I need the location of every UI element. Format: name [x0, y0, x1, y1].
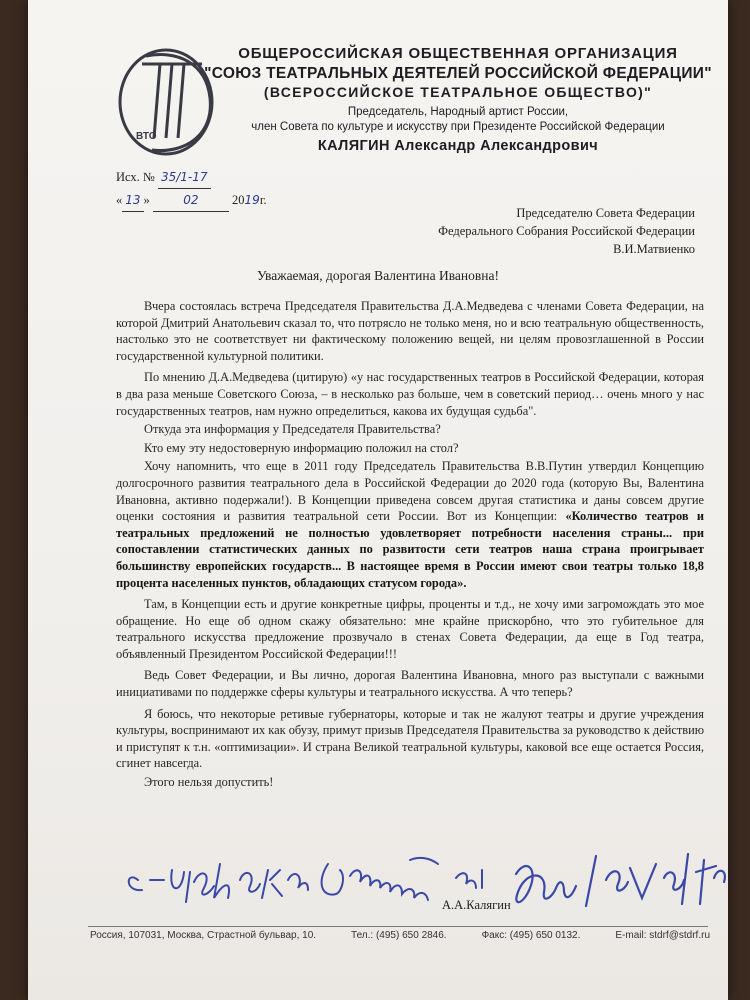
paragraph: Там, в Концепции есть и другие конкретные цифры, проценты и т.д., не хочу ими загромождать это мое обращение. Но еще об одном скажу обязательно: мне крайне прискорбно, что это губительное для театрального искусства предложение прозвучало в стенах Совета Федерации, да еще в Год театра, объявленный Президентом Российской Федерации!!! [116, 597, 704, 661]
paragraph: Ведь Совет Федерации, и Вы лично, дорогая Валентина Ивановна, много раз выступали с важными инициативами по поддержке сферы культуры и театрального искусства. А что теперь? [116, 668, 704, 700]
paragraph: Кто ему эту недостоверную информацию положил на стол? [144, 440, 459, 455]
paragraph: Я боюсь, что некоторые ретивые губернаторы, которые и так не жалуют театры и другие учреждения культуры, воспринимают их как обузу, примут призыв Председателя Правительства за руководство к действию и приступят к т.н. «оптимизации». И страна Великой театральной культуры, каковой все еще остается Россия, сгинет навсегда. [116, 706, 704, 771]
org-title-line3: (ВСЕРОССИЙСКОЕ ТЕАТРАЛЬНОЕ ОБЩЕСТВО)" [263, 84, 653, 100]
signature [496, 850, 728, 920]
outgoing-label: Исх. № [116, 170, 155, 184]
outgoing-number: 35/1-17 [158, 166, 211, 189]
paragraph: Хочу напомнить, что еще в 2011 году Председатель Правительства В.В.Путин утвердил Концепцию долгосрочного развития театрального дела в Российской Федерации до 2020 года (которую Вы, Валентина Ивановна, активно подержали!). В Концепции приведена совсем другая статистика и даны совсем другие оценки состояния и развития театральной сети России. Вот из Концепции: «Количество театров и театральных предложений не полностью удовлетворяет потребности населения страны... при сопоставлении статистических данных по развитости сети театров наша страна проигрывает большинству европейских государств... В настоящее время в России имеют свои театры только 18,8 процента населенных пунктов, обладающих статусом города». [116, 459, 705, 590]
footer-phone: Тел.: (495) 650 2846. [351, 930, 447, 941]
paragraph: Откуда эта информация у Председателя Правительства? [144, 422, 441, 437]
footer-email: E-mail: stdrf@stdrf.ru [615, 930, 710, 941]
concept-quote: «Количество театров и театральных предложений не полностью удовлетворяет потребности населения страны... при сопоставлении статистических данных по развитости сети театров наша страна проигрывает большинству европейских государств... В настоящее время в России имеют свои театры только 18,8 процента населенных пунктов, обладающих статусом города». [116, 509, 705, 590]
svg-text:ВТО: ВТО [136, 131, 157, 142]
letterhead [198, 44, 718, 157]
registration-block: Исх. № 35/1-17 « 13 » 02 2019г. [116, 166, 267, 212]
salutation: Уважаемая, дорогая Валентина Ивановна! [257, 268, 499, 283]
chair-title: Председатель, Народный артист России, член Совета по культуре и искусству при Президенте Российской Федерации [251, 106, 665, 133]
date-day: 13 [122, 189, 143, 212]
letter-body [116, 298, 704, 793]
footer-divider [88, 926, 708, 927]
paragraph: Этого нельзя допустить! [144, 775, 274, 790]
footer-address: Россия, 107031, Москва, Страстной бульвар, 10. [90, 930, 317, 941]
footer-fax: Факс: (495) 650 0132. [481, 930, 581, 941]
footer-contacts [90, 930, 710, 941]
date-year-prefix: 20 [232, 193, 245, 207]
org-title-line2: "СОЮЗ ТЕАТРАЛЬНЫХ ДЕЯТЕЛЕЙ РОССИЙСКОЙ ФЕДЕРАЦИИ" [204, 65, 712, 82]
date-month: 02 [153, 189, 229, 212]
date-year-suffix: 19 [244, 193, 260, 207]
paragraph: По мнению Д.А.Медведева (цитирую) «у нас государственных театров в Российской Федерации, которая в два раза меньше Советского Союза, – в несколько раз больше, чем в советский период… очень много у нас государственных театров, нам нужно определиться, какова их будущая судьба". [116, 370, 704, 418]
addressee-block: Председателю Совета Федерации Федерального Собрания Российской Федерации В.И.Матвиенко [438, 206, 695, 256]
signatory-name: А.А.Калягин [442, 898, 511, 912]
letter-page [28, 0, 728, 1000]
date-year-unit: г. [259, 193, 267, 207]
org-title-line1: ОБЩЕРОССИЙСКАЯ ОБЩЕСТВЕННАЯ ОРГАНИЗАЦИЯ [238, 45, 678, 62]
paragraph: Вчера состоялась встреча Председателя Правительства Д.А.Медведева с членами Совета Федерации, на которой Дмитрий Анатольевич сказал то, что потрясло не только меня, но и всю театральную общественность, настолько это не соответствует ни фактическому положению вещей, ни целям провозглашенной в России государственной культурной политики. [116, 299, 704, 363]
chair-name: КАЛЯГИН Александр Александрович [317, 138, 599, 154]
